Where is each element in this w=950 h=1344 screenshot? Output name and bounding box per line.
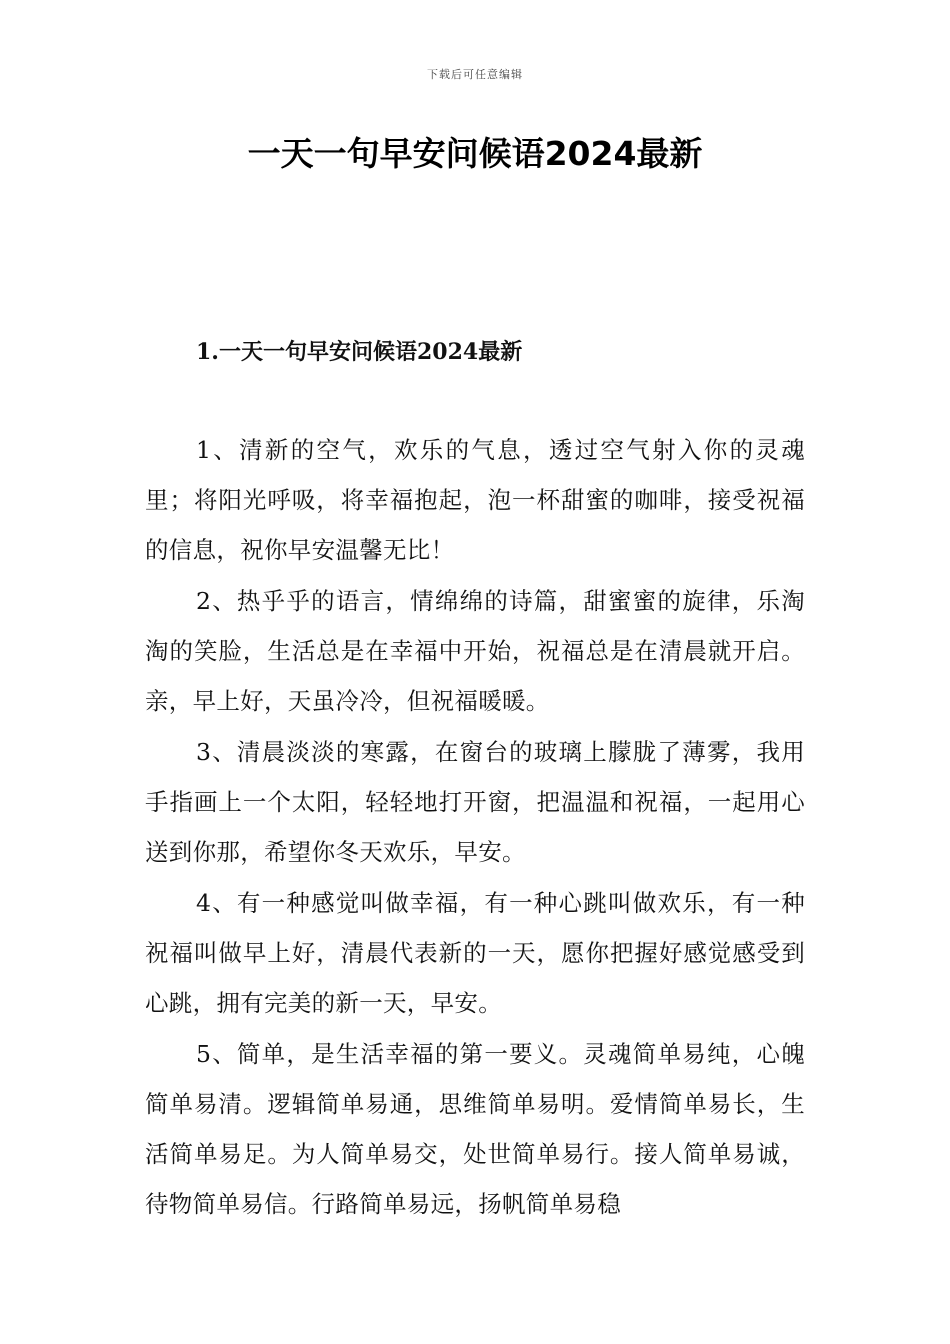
document-title: 一天一句早安问候语2024最新 [247,134,703,173]
paragraph: 5、简单，是生活幸福的第一要义。灵魂简单易纯，心魄简单易清。逻辑简单易通，思维简单易明。爱情简单易长，生活简单易足。为人简单易交，处世简单易行。接人简单易诚，待物简单易信。行路简单易远，扬帆简单易稳 [145,1040,805,1218]
paragraph: 2、热乎乎的语言，情绵绵的诗篇，甜蜜蜜的旋律，乐淘淘的笑脸，生活总是在幸福中开始，祝福总是在清晨就开启。亲，早上好，天虽冷冷，但祝福暖暖。 [145,587,805,715]
body-text [145,425,805,1230]
header-note: 下载后可任意编辑 [427,68,523,81]
paragraph: 4、有一种感觉叫做幸福，有一种心跳叫做欢乐，有一种祝福叫做早上好，清晨代表新的一天，愿你把握好感觉感受到心跳，拥有完美的新一天，早安。 [145,889,805,1017]
paragraph: 1、清新的空气，欢乐的气息，透过空气射入你的灵魂里；将阳光呼吸，将幸福抱起，泡一杯甜蜜的咖啡，接受祝福的信息，祝你早安温馨无比！ [145,436,805,564]
section-heading: 1.一天一句早安问候语2024最新 [196,339,523,365]
paragraph: 3、清晨淡淡的寒露，在窗台的玻璃上朦胧了薄雾，我用手指画上一个太阳，轻轻地打开窗，把温温和祝福，一起用心送到你那，希望你冬天欢乐，早安。 [145,738,805,866]
